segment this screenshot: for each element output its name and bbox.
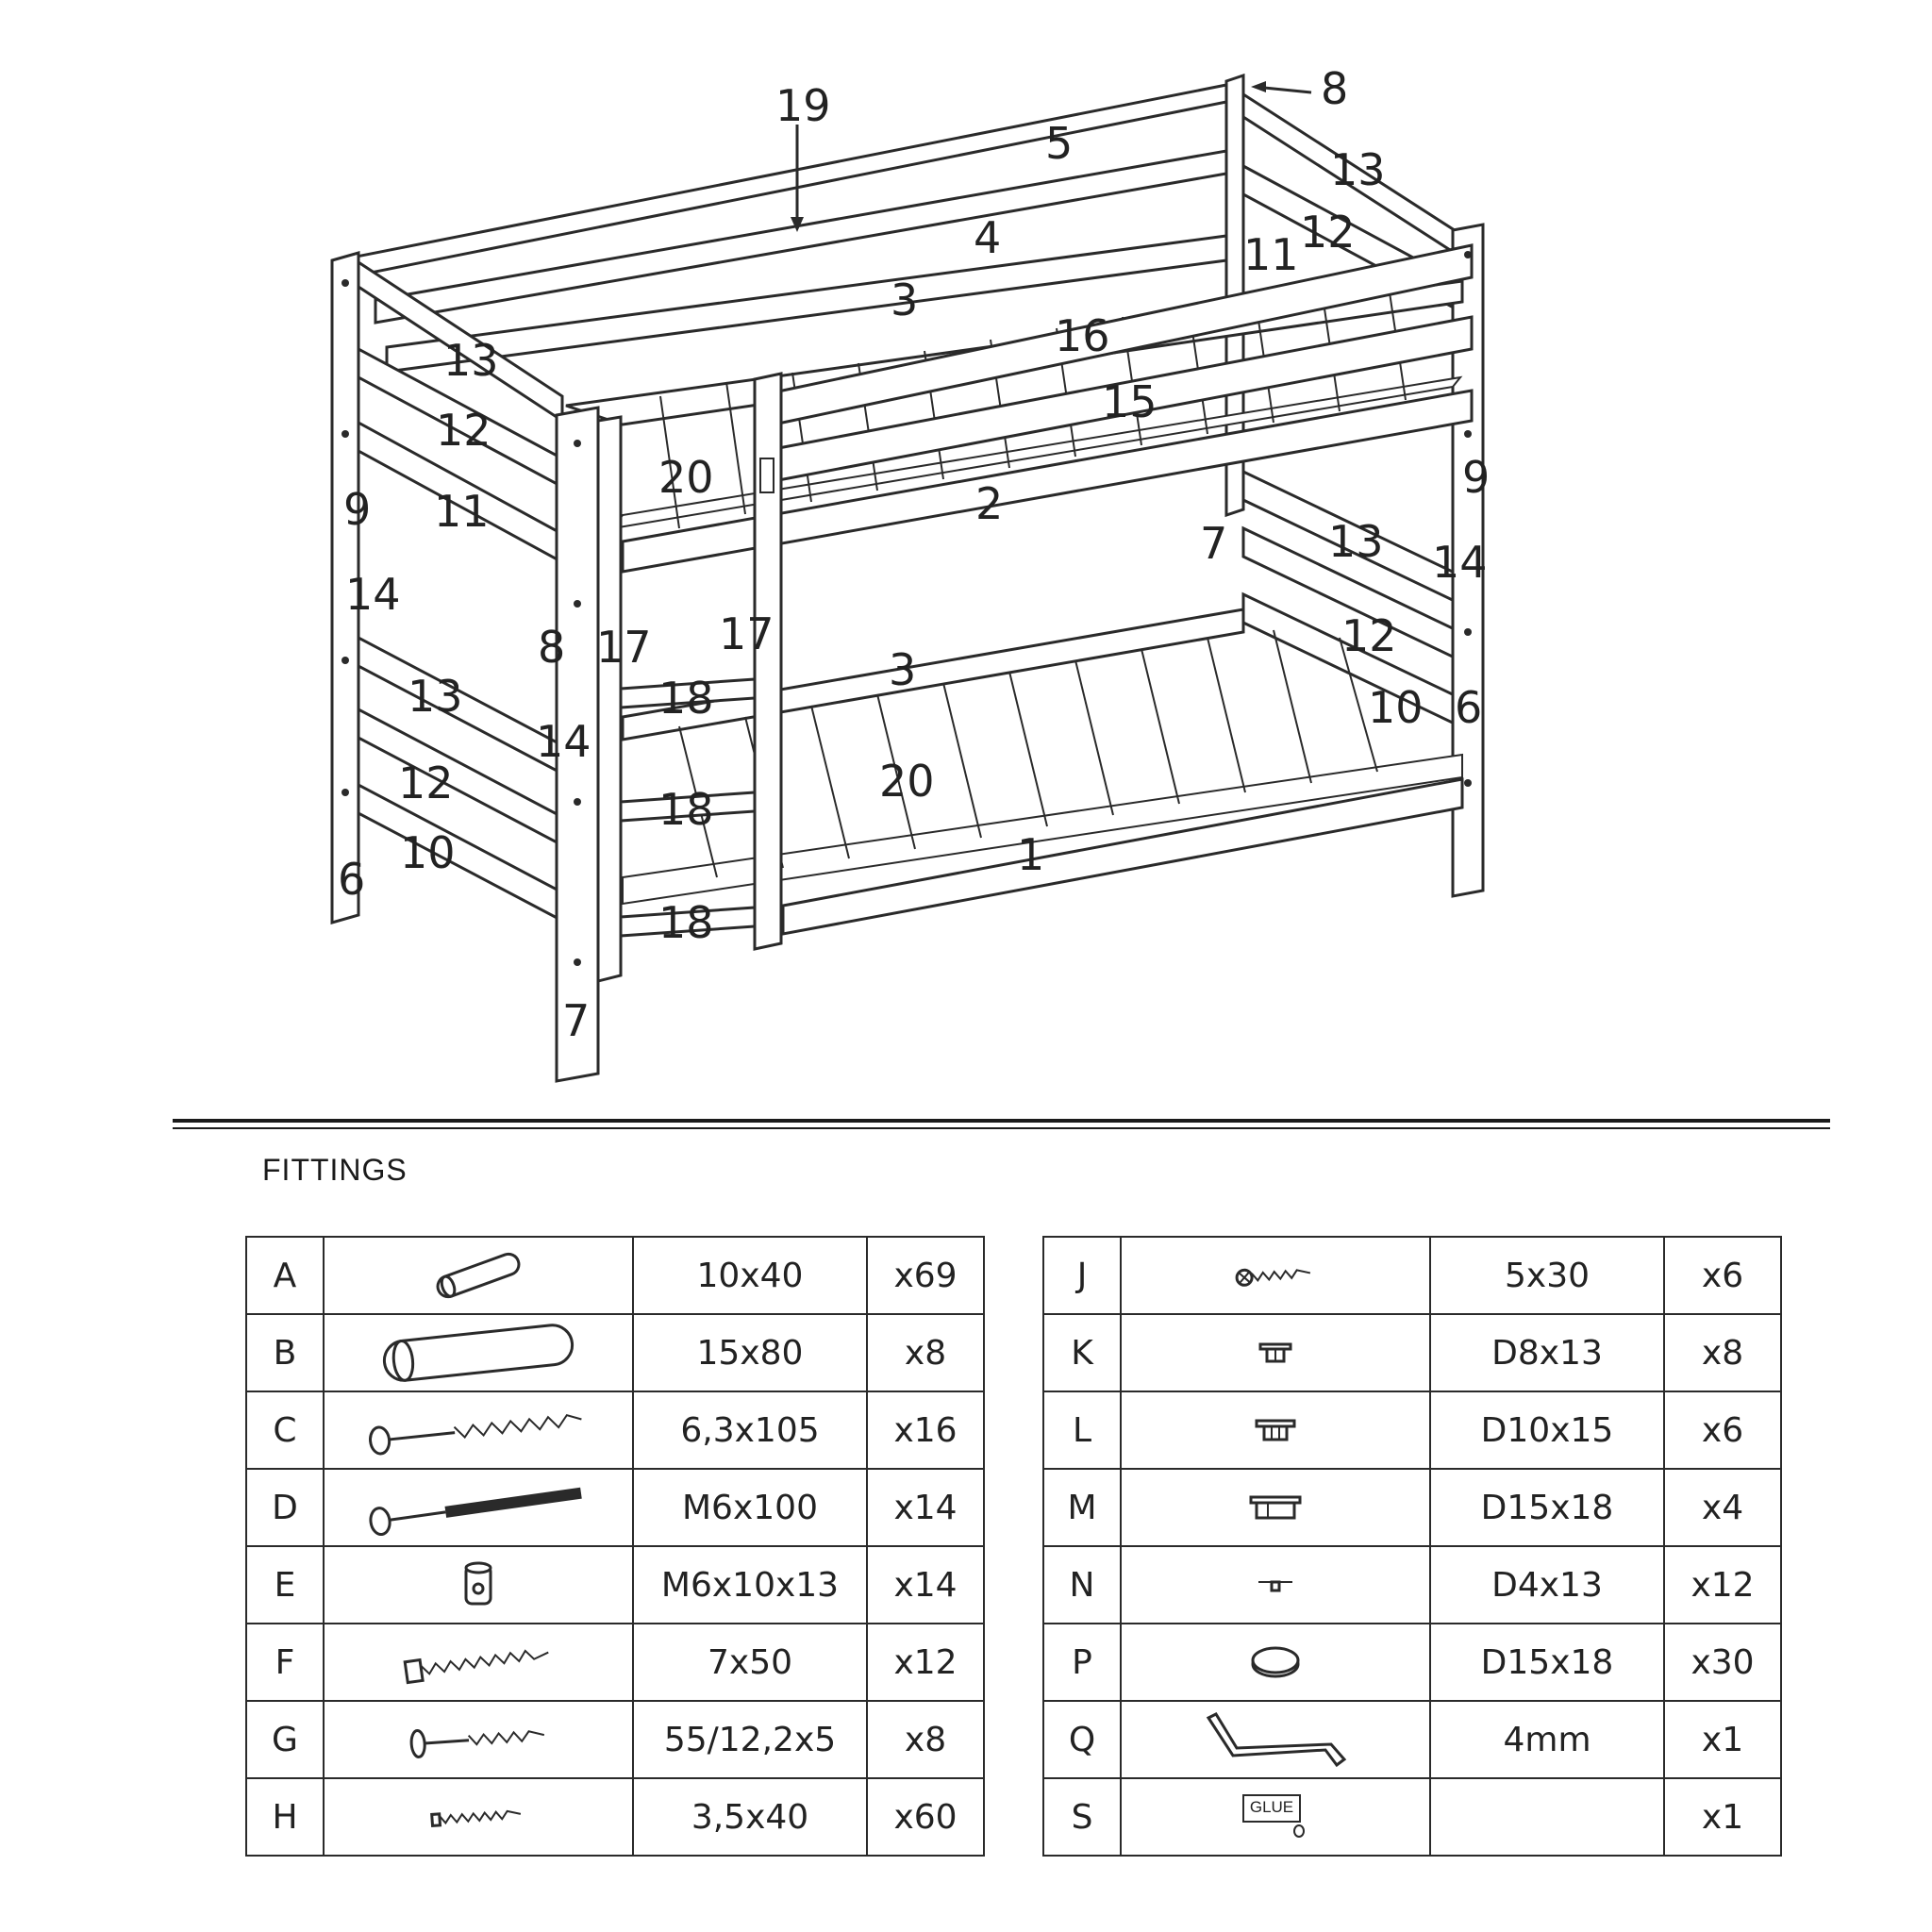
fittings-table-left [245,1236,985,1857]
table-row [1043,1469,1781,1546]
fittings-title: FITTINGS [262,1153,408,1187]
cap-icon [1121,1469,1430,1546]
callout-20: 20 [658,452,714,503]
fitting-size: 15x80 [633,1314,867,1391]
callout-20: 20 [879,756,935,807]
callout-19: 19 [775,80,831,131]
fitting-qty: x16 [867,1391,984,1469]
table-row [246,1624,984,1701]
fitting-qty: x14 [867,1469,984,1546]
fitting-qty: x60 [867,1778,984,1856]
callout-12: 12 [1341,610,1397,661]
fitting-code: S [1043,1778,1121,1856]
fitting-size: D8x13 [1430,1314,1664,1391]
callout-15: 15 [1102,376,1158,427]
callout-14: 14 [1432,537,1488,588]
callout-8: 8 [538,622,566,673]
callout-5: 5 [1045,118,1074,169]
fitting-size: 10x40 [633,1237,867,1314]
callout-10: 10 [1368,682,1424,733]
callout-12: 12 [1300,207,1356,258]
fitting-size: M6x10x13 [633,1546,867,1624]
callout-6: 6 [338,854,366,905]
callout-18: 18 [658,784,714,835]
callout-10: 10 [400,827,456,878]
table-row [1043,1701,1781,1778]
fitting-qty: x8 [867,1701,984,1778]
callout-7: 7 [562,995,591,1046]
callout-18: 18 [658,673,714,724]
connector-screw-icon [324,1701,633,1778]
fitting-qty: x8 [1664,1314,1781,1391]
fitting-size [1430,1778,1664,1856]
callout-16: 16 [1055,310,1110,361]
table-row [1043,1778,1781,1856]
pin-icon [1121,1546,1430,1624]
fitting-size: 7x50 [633,1624,867,1701]
fitting-code: N [1043,1546,1121,1624]
fitting-code: M [1043,1469,1121,1546]
fitting-size: 4mm [1430,1701,1664,1778]
glue-icon [1121,1778,1430,1856]
callout-13: 13 [1330,144,1386,195]
fitting-qty: x1 [1664,1701,1781,1778]
fitting-qty: x1 [1664,1778,1781,1856]
table-row [1043,1237,1781,1314]
callout-9: 9 [343,484,372,535]
fitting-qty: x6 [1664,1237,1781,1314]
glue-label: GLUE [1249,1798,1294,1816]
fitting-code: L [1043,1391,1121,1469]
table-row [1043,1391,1781,1469]
fitting-qty: x12 [1664,1546,1781,1624]
fitting-code: B [246,1314,324,1391]
callout-7: 7 [1200,518,1228,569]
fitting-qty: x14 [867,1546,984,1624]
table-row [246,1314,984,1391]
fitting-size: D15x18 [1430,1469,1664,1546]
table-row [246,1778,984,1856]
fitting-qty: x8 [867,1314,984,1391]
table-row [1043,1314,1781,1391]
table-row [1043,1624,1781,1701]
fitting-code: E [246,1546,324,1624]
callout-13: 13 [443,335,499,386]
barrel-nut-icon [324,1546,633,1624]
callout-12: 12 [436,405,491,456]
callout-13: 13 [1328,516,1384,567]
fitting-qty: x30 [1664,1624,1781,1701]
fittings-table-right [1042,1236,1782,1857]
screw-icon [324,1624,633,1701]
fitting-code: D [246,1469,324,1546]
table-row [246,1237,984,1314]
fitting-qty: x69 [867,1237,984,1314]
fitting-code: J [1043,1237,1121,1314]
callout-4: 4 [974,212,1002,263]
cap-icon [1121,1314,1430,1391]
fitting-size: D15x18 [1430,1624,1664,1701]
callout-17: 17 [719,608,774,659]
fitting-code: A [246,1237,324,1314]
fitting-code: P [1043,1624,1121,1701]
fitting-qty: x4 [1664,1469,1781,1546]
cover-cap-icon [1121,1624,1430,1701]
callout-17: 17 [596,622,652,673]
fitting-size: D4x13 [1430,1546,1664,1624]
cap-icon [1121,1391,1430,1469]
callout-12: 12 [398,758,454,808]
fitting-size: 5x30 [1430,1237,1664,1314]
callout-13: 13 [408,671,463,722]
small-screw-icon [1121,1237,1430,1314]
fitting-code: G [246,1701,324,1778]
callout-8-top: 8 [1321,63,1349,114]
wood-screw-icon [324,1778,633,1856]
divider-rule [173,1119,1830,1123]
callout-18: 18 [658,897,714,948]
fitting-size: M6x100 [633,1469,867,1546]
callout-11: 11 [1243,229,1299,280]
fitting-code: C [246,1391,324,1469]
fitting-code: F [246,1624,324,1701]
callout-1: 1 [1017,829,1045,880]
callout-14: 14 [345,569,401,620]
fitting-qty: x6 [1664,1391,1781,1469]
table-row [246,1546,984,1624]
callout-3: 3 [891,275,919,325]
table-row [246,1701,984,1778]
table-row [246,1469,984,1546]
fitting-qty: x12 [867,1624,984,1701]
wooden-dowel-icon [324,1237,633,1314]
fitting-size: D10x15 [1430,1391,1664,1469]
callout-6: 6 [1455,682,1483,733]
fitting-code: K [1043,1314,1121,1391]
callout-2: 2 [975,478,1004,529]
divider-rule [173,1127,1830,1129]
callout-14: 14 [536,716,591,767]
allen-key-icon [1121,1701,1430,1778]
fitting-code: H [246,1778,324,1856]
table-row [246,1391,984,1469]
fitting-size: 3,5x40 [633,1778,867,1856]
long-screw-icon [324,1391,633,1469]
callout-3: 3 [889,644,917,695]
bolt-icon [324,1469,633,1546]
callout-11: 11 [434,486,490,537]
table-row [1043,1546,1781,1624]
fitting-code: Q [1043,1701,1121,1778]
large-dowel-icon [324,1314,633,1391]
callout-9: 9 [1462,452,1491,503]
fitting-size: 6,3x105 [633,1391,867,1469]
fitting-size: 55/12,2x5 [633,1701,867,1778]
